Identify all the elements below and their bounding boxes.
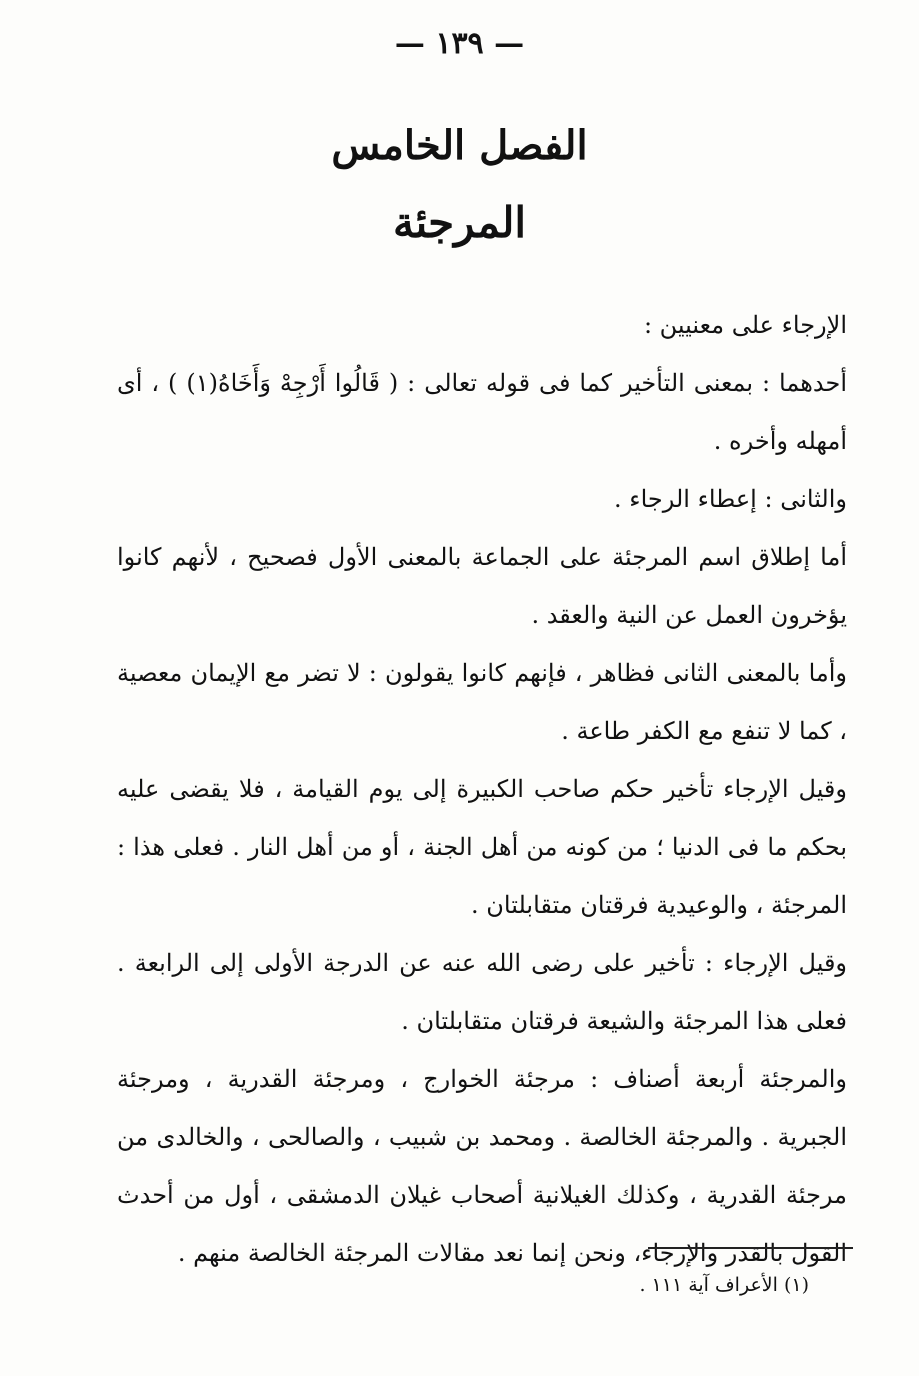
paragraph: وأما بالمعنى الثانى فظاهر ، فإنهم كانوا يقولون : لا تضر مع الإيمان معصية ، كما لا تنفع مع الكفر طاعة . — [117, 659, 847, 745]
paragraph: وقيل الإرجاء : تأخير على رضى الله عنه عن الدرجة الأولى إلى الرابعة . فعلى هذا المرجئة والشيعة فرقتان متقابلتان . — [117, 949, 848, 1035]
paragraph: أما إطلاق اسم المرجئة على الجماعة بالمعنى الأول فصحيح ، لأنهم كانوا يؤخرون العمل عن النية والعقد . — [117, 543, 847, 629]
footnote-divider — [648, 1247, 853, 1249]
paragraph: وقيل الإرجاء تأخير حكم صاحب الكبيرة إلى يوم القيامة ، فلا يقضى عليه بحكم ما فى الدنيا ؛ من كونه من أهل الجنة ، أو من أهل النار . فعلى هذا : المرجئة ، والوعيدية فرقتان متقابلتان . — [117, 775, 847, 919]
section-title: المرجئة — [392, 198, 527, 247]
body-text — [117, 296, 847, 1282]
paragraph: والثانى : إعطاء الرجاء . — [614, 485, 847, 513]
paragraph: الإرجاء على معنيين : — [643, 311, 847, 339]
paragraph: أحدهما : بمعنى التأخير كما فى قوله تعالى : ( قَالُوا أَرْجِهْ وَأَخَاهُ(١) ) ، أى أمهله وأخره . — [117, 369, 848, 455]
page-number: — ١٣٩ — — [394, 26, 525, 61]
footnote: (١) الأعراف آية ١١١ . — [639, 1274, 809, 1296]
paragraph: والمرجئة أربعة أصناف : مرجئة الخوارج ، ومرجئة القدرية ، ومرجئة الجبرية . والمرجئة الخالصة . ومحمد بن شبيب ، والصالحى ، والخالدى من مرجئة القدرية ، وكذلك الغيلانية أصحاب غيلان الدمشقى ، أول من أحدث القول بالقدر والإرجاء، ونحن إنما نعد مقالات المرجئة الخالصة منهم . — [117, 1065, 847, 1267]
chapter-title: الفصل الخامس — [331, 122, 588, 169]
